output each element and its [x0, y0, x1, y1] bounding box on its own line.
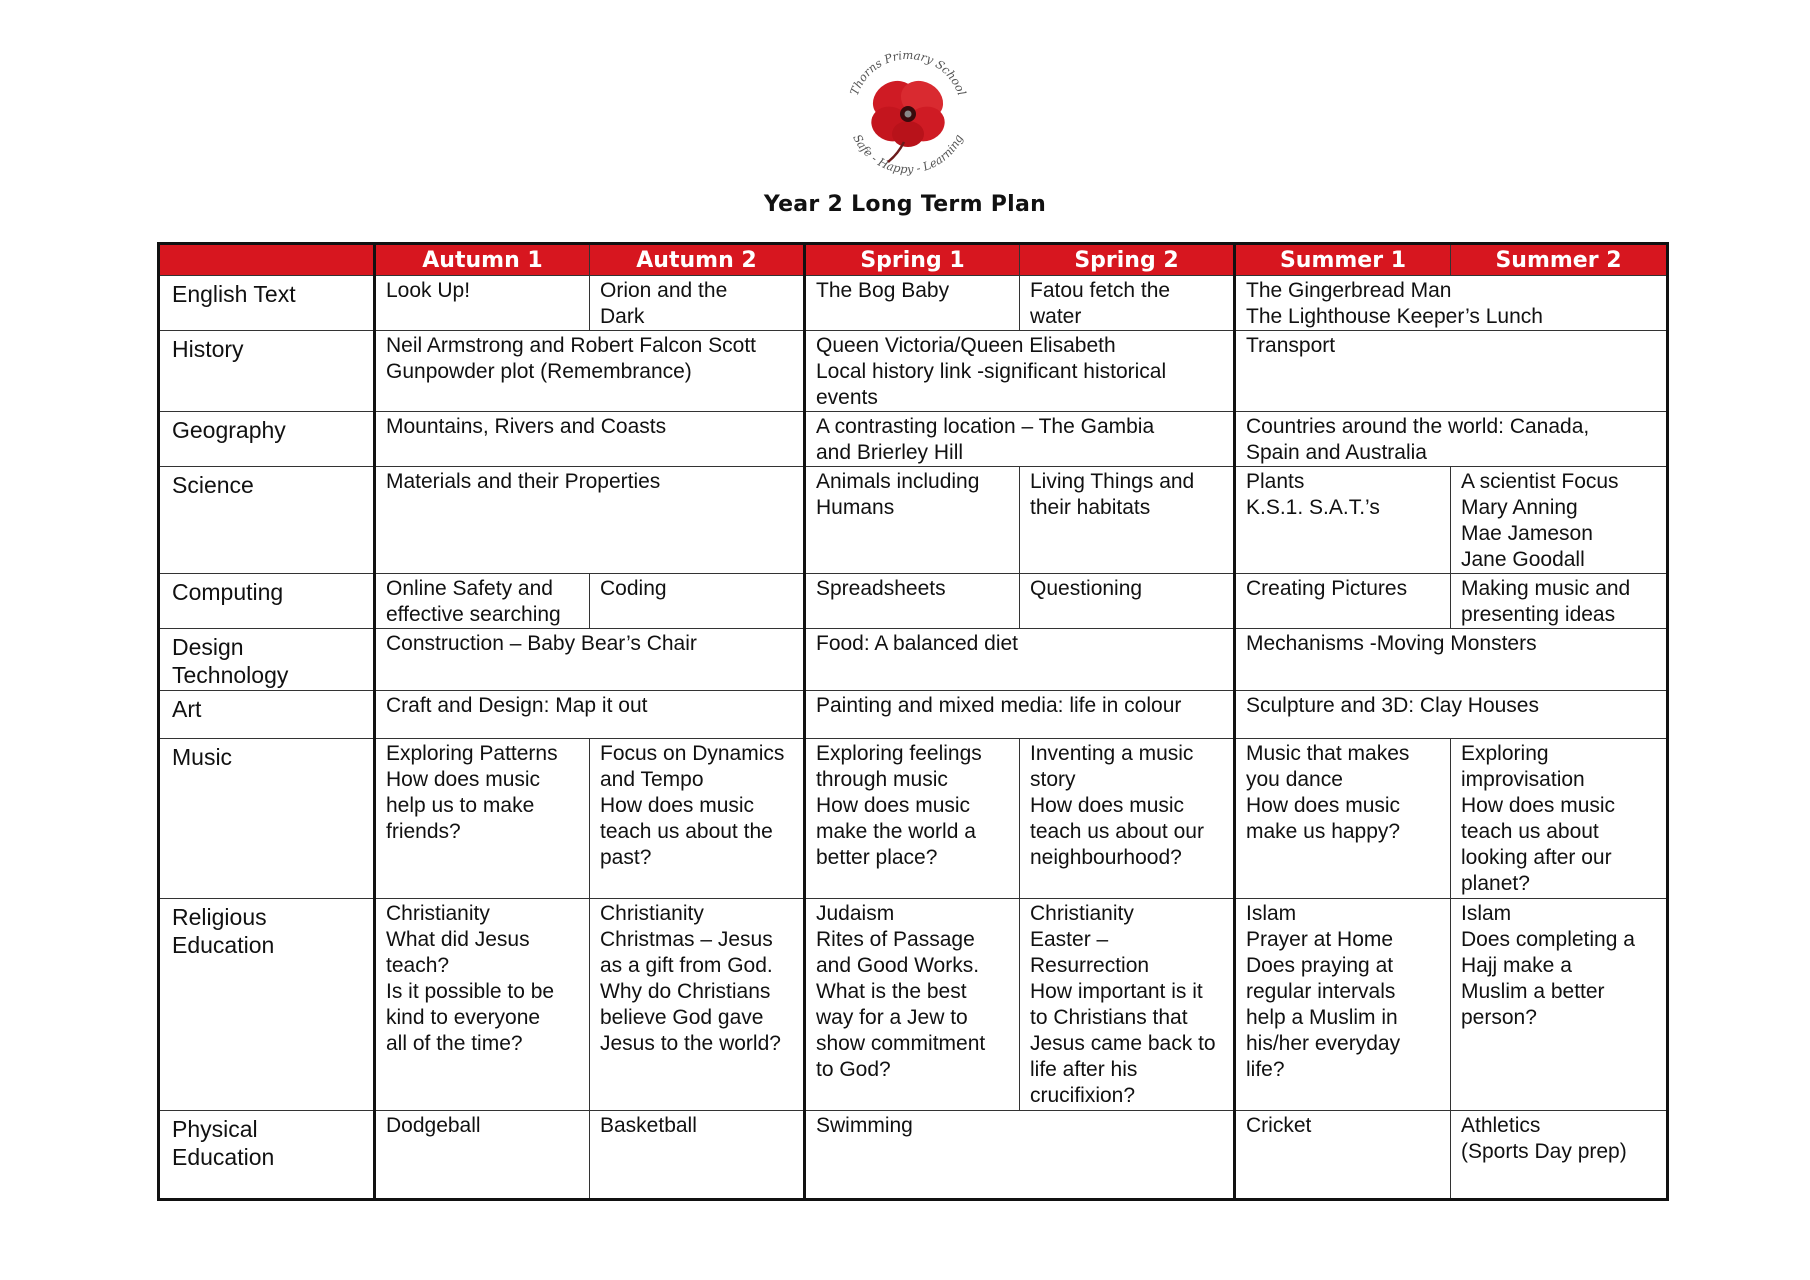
table-header-row: [159, 244, 1668, 276]
plan-cell: Judaism Rites of Passage and Good Works. What is the best way for a Jew to show commitment to God?: [805, 899, 1020, 1111]
plan-cell: Making music and presenting ideas: [1451, 574, 1668, 629]
table-row: [159, 1111, 1668, 1200]
plan-cell: The Gingerbread Man The Lighthouse Keeper’s Lunch: [1235, 276, 1668, 331]
plan-cell: Mechanisms -Moving Monsters: [1235, 629, 1668, 691]
subject-label: Art: [159, 691, 375, 739]
plan-cell: Swimming: [805, 1111, 1235, 1200]
plan-cell: Materials and their Properties: [375, 467, 805, 574]
plan-cell: A contrasting location – The Gambia and Brierley Hill: [805, 412, 1235, 467]
subject-label: Geography: [159, 412, 375, 467]
plan-cell: Food: A balanced diet: [805, 629, 1235, 691]
plan-cell: Creating Pictures: [1235, 574, 1451, 629]
plan-cell: Christianity Christmas – Jesus as a gift from God. Why do Christians believe God gave Jesus to the world?: [590, 899, 805, 1111]
subject-label: Science: [159, 467, 375, 574]
plan-cell: Orion and the Dark: [590, 276, 805, 331]
plan-cell: Questioning: [1020, 574, 1235, 629]
table-row: [159, 412, 1668, 467]
subject-label: Computing: [159, 574, 375, 629]
school-logo: [833, 34, 983, 194]
plan-cell: Music that makes you dance How does music make us happy?: [1235, 739, 1451, 899]
header-term-2: Autumn 2: [590, 244, 805, 276]
long-term-plan-table: [157, 242, 1669, 1201]
plan-cell: Exploring feelings through music How does music make the world a better place?: [805, 739, 1020, 899]
plan-cell: Living Things and their habitats: [1020, 467, 1235, 574]
plan-cell: Islam Does completing a Hajj make a Muslim a better person?: [1451, 899, 1668, 1111]
plan-cell: Focus on Dynamics and Tempo How does music teach us about the past?: [590, 739, 805, 899]
header-term-6: Summer 2: [1451, 244, 1668, 276]
plan-cell: Cricket: [1235, 1111, 1451, 1200]
header-term-4: Spring 2: [1020, 244, 1235, 276]
table-row: [159, 276, 1668, 331]
plan-cell: The Bog Baby: [805, 276, 1020, 331]
table-row: [159, 739, 1668, 899]
plan-cell: Fatou fetch the water: [1020, 276, 1235, 331]
plan-cell: A scientist Focus Mary Anning Mae Jameson Jane Goodall: [1451, 467, 1668, 574]
logo-school-name: Thorns Primary School: [847, 47, 970, 98]
plan-cell: Athletics (Sports Day prep): [1451, 1111, 1668, 1200]
subject-label: History: [159, 331, 375, 412]
plan-cell: Online Safety and effective searching: [375, 574, 590, 629]
plan-cell: Basketball: [590, 1111, 805, 1200]
plan-cell: Christianity Easter – Resurrection How important is it to Christians that Jesus came back to life after his crucifixion?: [1020, 899, 1235, 1111]
plan-cell: Spreadsheets: [805, 574, 1020, 629]
plan-cell: Islam Prayer at Home Does praying at regular intervals help a Muslim in his/her everyday life?: [1235, 899, 1451, 1111]
plan-cell: Mountains, Rivers and Coasts: [375, 412, 805, 467]
plan-cell: Queen Victoria/Queen Elisabeth Local history link -significant historical events: [805, 331, 1235, 412]
plan-cell: Sculpture and 3D: Clay Houses: [1235, 691, 1668, 739]
plan-cell: Inventing a music story How does music teach us about our neighbourhood?: [1020, 739, 1235, 899]
header-corner: [159, 244, 375, 276]
plan-cell: Dodgeball: [375, 1111, 590, 1200]
logo-motto: Safe - Happy - Learning: [850, 132, 966, 177]
header-term-1: Autumn 1: [375, 244, 590, 276]
table-row: [159, 899, 1668, 1111]
plan-cell: Craft and Design: Map it out: [375, 691, 805, 739]
plan-cell: Animals including Humans: [805, 467, 1020, 574]
table-row: [159, 331, 1668, 412]
table-row: [159, 691, 1668, 739]
page-title: Year 2 Long Term Plan: [763, 192, 1047, 217]
table-row: [159, 629, 1668, 691]
plan-cell: Countries around the world: Canada, Spain and Australia: [1235, 412, 1668, 467]
subject-label: Music: [159, 739, 375, 899]
header-term-5: Summer 1: [1235, 244, 1451, 276]
plan-cell: Neil Armstrong and Robert Falcon Scott Gunpowder plot (Remembrance): [375, 331, 805, 412]
plan-cell: Exploring Patterns How does music help us to make friends?: [375, 739, 590, 899]
plan-cell: Christianity What did Jesus teach? Is it possible to be kind to everyone all of the time?: [375, 899, 590, 1111]
header-term-3: Spring 1: [805, 244, 1020, 276]
plan-cell: Look Up!: [375, 276, 590, 331]
plan-cell: Transport: [1235, 331, 1668, 412]
subject-label: Physical Education: [159, 1111, 375, 1200]
subject-label: English Text: [159, 276, 375, 331]
poppy-flower-icon: [866, 73, 950, 162]
plan-cell: Painting and mixed media: life in colour: [805, 691, 1235, 739]
subject-label: Religious Education: [159, 899, 375, 1111]
subject-label: Design Technology: [159, 629, 375, 691]
plan-cell: Construction – Baby Bear’s Chair: [375, 629, 805, 691]
plan-cell: Exploring improvisation How does music teach us about looking after our planet?: [1451, 739, 1668, 899]
plan-cell: Plants K.S.1. S.A.T.’s: [1235, 467, 1451, 574]
table-row: [159, 574, 1668, 629]
table-row: [159, 467, 1668, 574]
plan-cell: Coding: [590, 574, 805, 629]
